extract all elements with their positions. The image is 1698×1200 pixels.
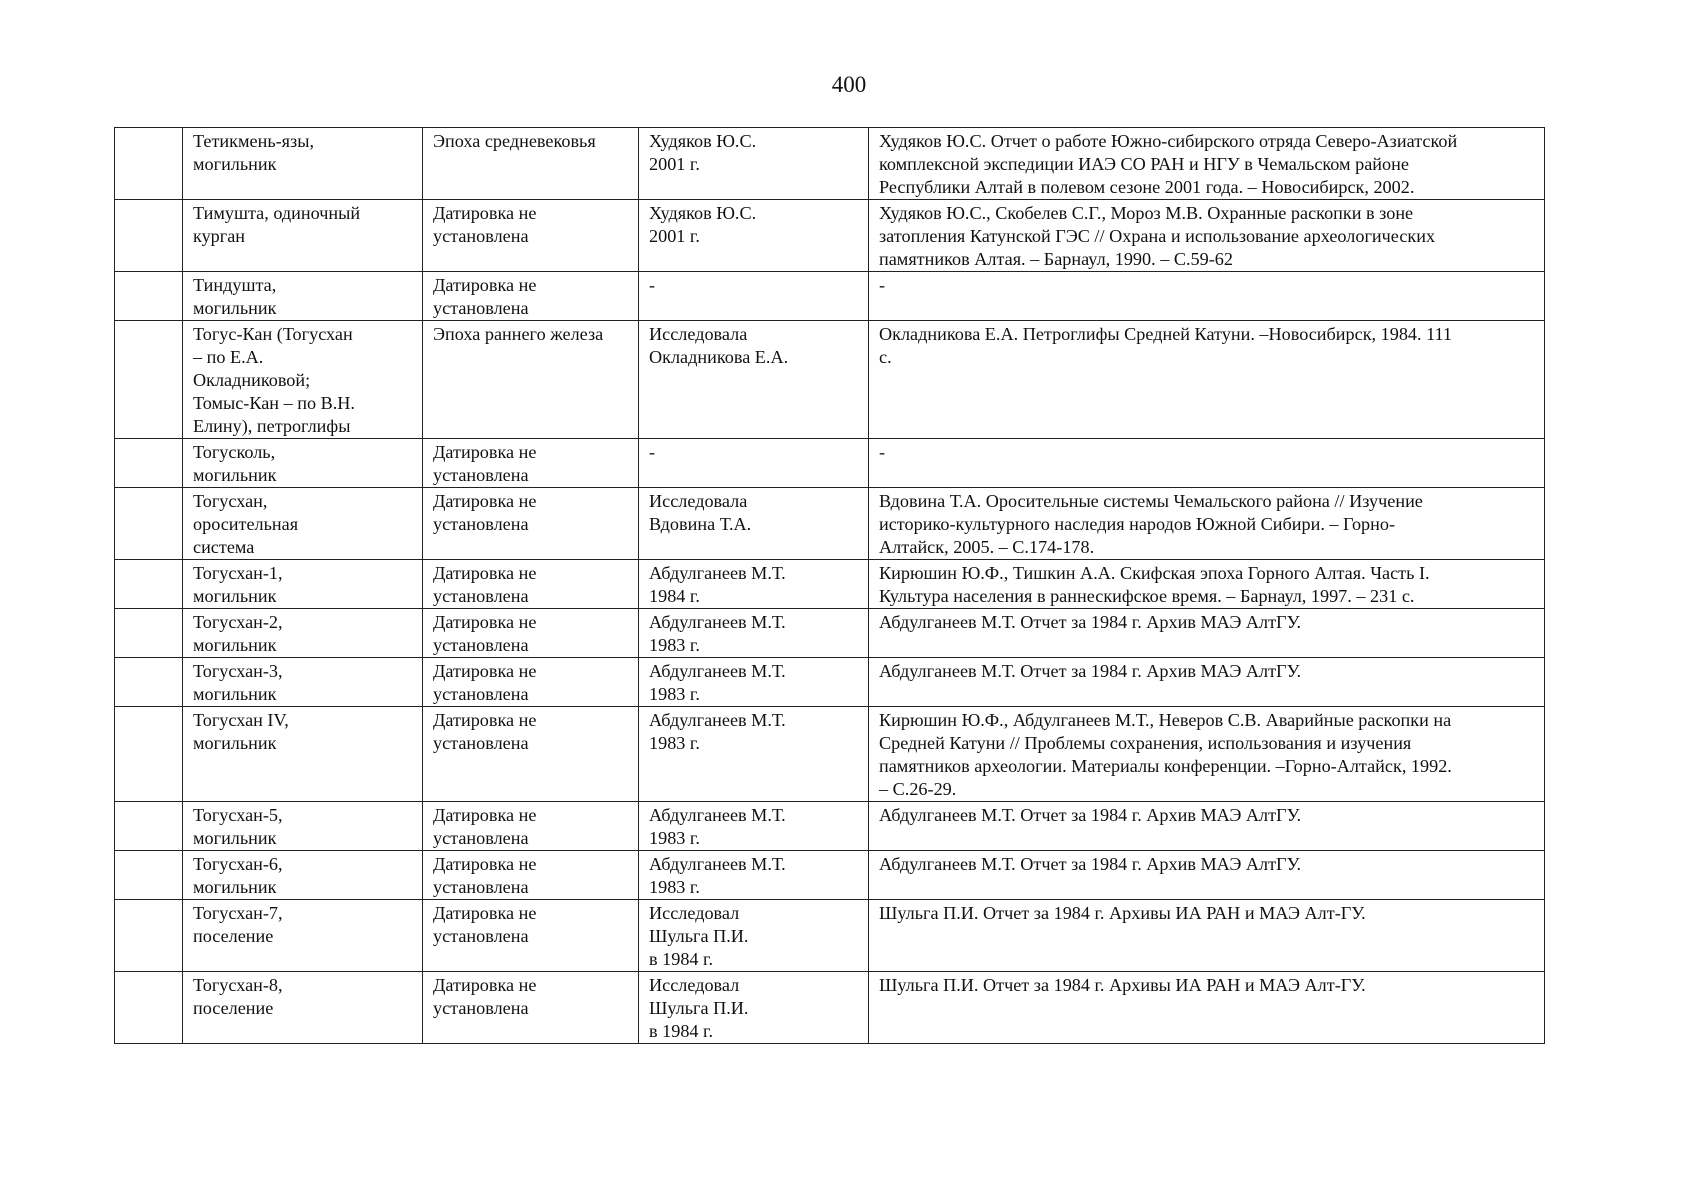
monument-name-line: поселение xyxy=(193,926,274,946)
monument-name-line: могильник xyxy=(193,635,277,655)
monument-name-line: могильник xyxy=(193,877,277,897)
monument-name-line: Тогусхан-6, xyxy=(193,854,283,874)
table-row xyxy=(115,200,1545,272)
researcher-cell xyxy=(639,609,869,658)
monument-name-cell xyxy=(183,439,423,488)
row-number-cell xyxy=(115,707,183,802)
monuments-table-body xyxy=(115,128,1545,1044)
researcher-cell xyxy=(639,972,869,1044)
researcher-line: Абдулганеев М.Т. xyxy=(649,710,786,730)
literature-cell xyxy=(869,658,1545,707)
dating-cell xyxy=(423,802,639,851)
researcher-line: Шульга П.И. xyxy=(649,926,749,946)
researcher-line: в 1984 г. xyxy=(649,949,714,969)
literature-line: Худяков Ю.С., Скобелев С.Г., Мороз М.В. Охранные раскопки в зоне xyxy=(879,203,1414,223)
researcher-line: 1983 г. xyxy=(649,684,700,704)
monument-name-line: Тогусхан IV, xyxy=(193,710,289,730)
monument-name-line: Окладниковой; xyxy=(193,370,311,390)
dating-line: Датировка не xyxy=(433,661,537,681)
monument-name-line: поселение xyxy=(193,998,274,1018)
literature-cell xyxy=(869,900,1545,972)
monument-name-line: могильник xyxy=(193,828,277,848)
monument-name-line: Елину), петроглифы xyxy=(193,416,351,436)
literature-cell xyxy=(869,128,1545,200)
researcher-cell xyxy=(639,560,869,609)
dating-line: установлена xyxy=(433,635,529,655)
researcher-line: Исследовала xyxy=(649,324,748,344)
dating-cell xyxy=(423,658,639,707)
literature-line: Шульга П.И. Отчет за 1984 г. Архивы ИА РАН и МАЭ Алт-ГУ. xyxy=(879,975,1366,995)
dating-line: Датировка не xyxy=(433,975,537,995)
monument-name-line: Тогусколь, xyxy=(193,442,276,462)
researcher-line: Абдулганеев М.Т. xyxy=(649,854,786,874)
table-row xyxy=(115,439,1545,488)
dating-line: установлена xyxy=(433,586,529,606)
table-row xyxy=(115,488,1545,560)
researcher-cell xyxy=(639,272,869,321)
literature-line: Алтайск, 2005. – С.174-178. xyxy=(879,537,1095,557)
researcher-line: в 1984 г. xyxy=(649,1021,714,1041)
row-number-cell xyxy=(115,972,183,1044)
researcher-cell xyxy=(639,439,869,488)
monument-name-line: могильник xyxy=(193,733,277,753)
row-number-cell xyxy=(115,658,183,707)
dating-cell xyxy=(423,488,639,560)
monument-name-line: Тогусхан-8, xyxy=(193,975,283,995)
researcher-cell xyxy=(639,851,869,900)
monument-name-cell xyxy=(183,900,423,972)
researcher-line: 1983 г. xyxy=(649,828,700,848)
monument-name-line: Тогусхан, xyxy=(193,491,268,511)
dating-line: установлена xyxy=(433,465,529,485)
literature-line: Средней Катуни // Проблемы сохранения, использования и изучения xyxy=(879,733,1412,753)
dating-cell xyxy=(423,439,639,488)
monument-name-cell xyxy=(183,707,423,802)
researcher-cell xyxy=(639,658,869,707)
row-number-cell xyxy=(115,128,183,200)
dating-line: установлена xyxy=(433,733,529,753)
literature-line: Вдовина Т.А. Оросительные системы Чемальского района // Изучение xyxy=(879,491,1423,511)
row-number-cell xyxy=(115,851,183,900)
monument-name-line: оросительная xyxy=(193,514,299,534)
dating-line: Датировка не xyxy=(433,903,537,923)
literature-line: Худяков Ю.С. Отчет о работе Южно-сибирского отряда Северо-Азиатской xyxy=(879,131,1458,151)
dating-line: установлена xyxy=(433,877,529,897)
literature-line: Абдулганеев М.Т. Отчет за 1984 г. Архив МАЭ АлтГУ. xyxy=(879,805,1302,825)
row-number-cell xyxy=(115,200,183,272)
researcher-line: Исследовал xyxy=(649,903,740,923)
monument-name-line: система xyxy=(193,537,255,557)
monument-name-line: Тогусхан-7, xyxy=(193,903,283,923)
monument-name-line: могильник xyxy=(193,154,277,174)
table-row xyxy=(115,321,1545,439)
dating-line: установлена xyxy=(433,684,529,704)
literature-line: комплексной экспедиции ИАЭ СО РАН и НГУ в Чемальском районе xyxy=(879,154,1409,174)
researcher-cell xyxy=(639,707,869,802)
literature-line: Кирюшин Ю.Ф., Тишкин А.А. Скифская эпоха Горного Алтая. Часть I. xyxy=(879,563,1430,583)
table-row xyxy=(115,560,1545,609)
researcher-line: Худяков Ю.С. xyxy=(649,131,757,151)
literature-cell xyxy=(869,439,1545,488)
dating-cell xyxy=(423,200,639,272)
row-number-cell xyxy=(115,488,183,560)
researcher-line: 2001 г. xyxy=(649,154,700,174)
researcher-cell xyxy=(639,128,869,200)
table-row xyxy=(115,707,1545,802)
monument-name-cell xyxy=(183,609,423,658)
dating-cell xyxy=(423,851,639,900)
literature-line: историко-культурного наследия народов Южной Сибири. – Горно- xyxy=(879,514,1396,534)
dating-line: установлена xyxy=(433,926,529,946)
researcher-line: - xyxy=(649,275,656,295)
dating-cell xyxy=(423,272,639,321)
dating-line: Датировка не xyxy=(433,805,537,825)
researcher-cell xyxy=(639,321,869,439)
literature-cell xyxy=(869,488,1545,560)
researcher-line: 1983 г. xyxy=(649,877,700,897)
dating-line: Датировка не xyxy=(433,442,537,462)
dating-cell xyxy=(423,609,639,658)
row-number-cell xyxy=(115,560,183,609)
dating-line: Датировка не xyxy=(433,275,537,295)
researcher-line: Окладникова Е.А. xyxy=(649,347,789,367)
literature-line: затопления Катунской ГЭС // Охрана и использование археологических xyxy=(879,226,1436,246)
table-row xyxy=(115,851,1545,900)
dating-cell xyxy=(423,321,639,439)
literature-line: Окладникова Е.А. Петроглифы Средней Катуни. –Новосибирск, 1984. 111 xyxy=(879,324,1453,344)
monument-name-cell xyxy=(183,658,423,707)
researcher-line: Абдулганеев М.Т. xyxy=(649,563,786,583)
monument-name-cell xyxy=(183,321,423,439)
monument-name-line: – по Е.А. xyxy=(193,347,264,367)
literature-line: памятников Алтая. – Барнаул, 1990. – С.59-62 xyxy=(879,249,1233,269)
literature-cell xyxy=(869,972,1545,1044)
monument-name-cell xyxy=(183,802,423,851)
literature-line: памятников археологии. Материалы конференции. –Горно-Алтайск, 1992. xyxy=(879,756,1452,776)
monument-name-cell xyxy=(183,560,423,609)
monument-name-cell xyxy=(183,200,423,272)
row-number-cell xyxy=(115,609,183,658)
dating-line: установлена xyxy=(433,998,529,1018)
table-row xyxy=(115,972,1545,1044)
dating-line: Эпоха средневековья xyxy=(433,131,596,151)
monuments-table xyxy=(114,127,1545,1044)
researcher-line: 1984 г. xyxy=(649,586,700,606)
monument-name-line: Тимушта, одиночный xyxy=(193,203,361,223)
monument-name-cell xyxy=(183,128,423,200)
literature-line: Культура населения в раннескифское время. – Барнаул, 1997. – 231 с. xyxy=(879,586,1415,606)
monument-name-line: Тиндушта, xyxy=(193,275,277,295)
literature-line: - xyxy=(879,275,886,295)
row-number-cell xyxy=(115,439,183,488)
monument-name-line: могильник xyxy=(193,586,277,606)
monument-name-line: Тогусхан-3, xyxy=(193,661,283,681)
table-row xyxy=(115,272,1545,321)
monument-name-cell xyxy=(183,972,423,1044)
researcher-cell xyxy=(639,200,869,272)
researcher-cell xyxy=(639,900,869,972)
researcher-line: Абдулганеев М.Т. xyxy=(649,661,786,681)
dating-cell xyxy=(423,560,639,609)
researcher-line: Абдулганеев М.Т. xyxy=(649,612,786,632)
monument-name-line: Томыс-Кан – по В.Н. xyxy=(193,393,355,413)
researcher-line: Вдовина Т.А. xyxy=(649,514,752,534)
monument-name-line: Тогусхан-1, xyxy=(193,563,283,583)
researcher-line: 1983 г. xyxy=(649,733,700,753)
table-row xyxy=(115,900,1545,972)
researcher-line: Шульга П.И. xyxy=(649,998,749,1018)
dating-line: Датировка не xyxy=(433,203,537,223)
row-number-cell xyxy=(115,321,183,439)
dating-cell xyxy=(423,972,639,1044)
dating-line: установлена xyxy=(433,298,529,318)
monument-name-line: Тогусхан-2, xyxy=(193,612,283,632)
researcher-line: Исследовала xyxy=(649,491,748,511)
monument-name-line: могильник xyxy=(193,684,277,704)
dating-line: Датировка не xyxy=(433,710,537,730)
literature-cell xyxy=(869,272,1545,321)
literature-line: Кирюшин Ю.Ф., Абдулганеев М.Т., Неверов С.В. Аварийные раскопки на xyxy=(879,710,1452,730)
literature-line: Абдулганеев М.Т. Отчет за 1984 г. Архив МАЭ АлтГУ. xyxy=(879,612,1302,632)
monument-name-cell xyxy=(183,851,423,900)
literature-cell xyxy=(869,200,1545,272)
literature-cell xyxy=(869,609,1545,658)
row-number-cell xyxy=(115,802,183,851)
dating-line: Датировка не xyxy=(433,563,537,583)
dating-line: Датировка не xyxy=(433,491,537,511)
monument-name-cell xyxy=(183,272,423,321)
dating-line: Эпоха раннего железа xyxy=(433,324,604,344)
monument-name-line: Тетикмень-язы, xyxy=(193,131,314,151)
table-row xyxy=(115,128,1545,200)
literature-cell xyxy=(869,851,1545,900)
literature-line: с. xyxy=(879,347,892,367)
literature-line: Республики Алтай в полевом сезоне 2001 года. – Новосибирск, 2002. xyxy=(879,177,1415,197)
researcher-cell xyxy=(639,488,869,560)
monument-name-line: могильник xyxy=(193,465,277,485)
monument-name-cell xyxy=(183,488,423,560)
researcher-line: - xyxy=(649,442,656,462)
researcher-line: Абдулганеев М.Т. xyxy=(649,805,786,825)
researcher-cell xyxy=(639,802,869,851)
monument-name-line: Тогусхан-5, xyxy=(193,805,283,825)
row-number-cell xyxy=(115,272,183,321)
researcher-line: 2001 г. xyxy=(649,226,700,246)
monument-name-line: Тогус-Кан (Тогусхан xyxy=(193,324,353,344)
literature-line: Абдулганеев М.Т. Отчет за 1984 г. Архив МАЭ АлтГУ. xyxy=(879,854,1302,874)
literature-line: – С.26-29. xyxy=(879,779,957,799)
table-row xyxy=(115,609,1545,658)
row-number-cell xyxy=(115,900,183,972)
researcher-line: 1983 г. xyxy=(649,635,700,655)
literature-cell xyxy=(869,560,1545,609)
dating-line: установлена xyxy=(433,828,529,848)
literature-cell xyxy=(869,321,1545,439)
literature-line: Шульга П.И. Отчет за 1984 г. Архивы ИА РАН и МАЭ Алт-ГУ. xyxy=(879,903,1366,923)
dating-cell xyxy=(423,900,639,972)
dating-cell xyxy=(423,707,639,802)
literature-cell xyxy=(869,802,1545,851)
literature-line: - xyxy=(879,442,886,462)
literature-line: Абдулганеев М.Т. Отчет за 1984 г. Архив МАЭ АлтГУ. xyxy=(879,661,1302,681)
page-number: 400 xyxy=(831,72,867,97)
dating-line: Датировка не xyxy=(433,612,537,632)
researcher-line: Худяков Ю.С. xyxy=(649,203,757,223)
dating-line: установлена xyxy=(433,514,529,534)
table-row xyxy=(115,658,1545,707)
monument-name-line: могильник xyxy=(193,298,277,318)
dating-line: Датировка не xyxy=(433,854,537,874)
table-row xyxy=(115,802,1545,851)
dating-line: установлена xyxy=(433,226,529,246)
researcher-line: Исследовал xyxy=(649,975,740,995)
monument-name-line: курган xyxy=(193,226,246,246)
literature-cell xyxy=(869,707,1545,802)
dating-cell xyxy=(423,128,639,200)
